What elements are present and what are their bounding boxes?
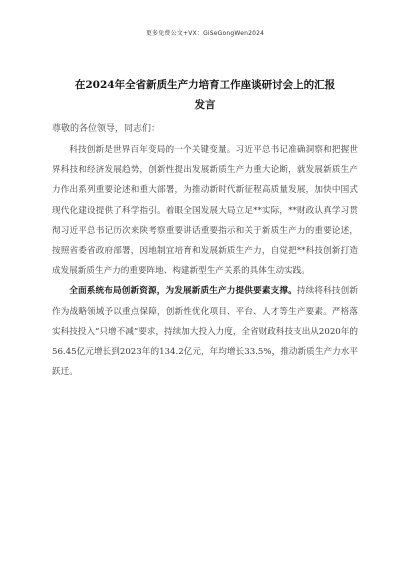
paragraph-2-text: 持续将科技创新作为战略领域予以重点保障，创新性优化项目、平台、人才等生产要素。严格落实科技投入“只增不减”要求，持续加大投入力度，全省财政科技支出从2020年的56.45亿元增长到2023年的134.2亿元，年均增长33.5%，推动新质生产力水平跃迁。 [52, 286, 358, 378]
paragraph-2-lead: 全面系统布局创新资源，为发展新质生产力提供要素支撑。 [69, 286, 297, 297]
paragraph-1 [52, 140, 358, 281]
header-note: 更多免费公文+VX：GiSeGongWen2024 [145, 30, 265, 37]
paragraph-2 [52, 281, 358, 382]
paragraph-1-text: 科技创新是世界百年变局的一个关键变量。习近平总书记准确洞察和把握世界科技和经济发展趋势，创新性提出发展新质生产力重大论断，就发展新质生产力作出系列重要论述和重大部署，为推动新时代新征程高质量发展，加快中国式现代化建设提供了科学指引。着眼全国发展大局立足**实际，**财政认真学习贯彻习近平总书记历次来陕考察重要讲话重要指示和关于新质生产力的重要论述，按照省委省政府部署，因地制宜培育和发展新质生产力，自觉把**科技创新打造成发展新质生产力的重要阵地、构建新型生产关系的具体生动实践。 [52, 145, 358, 277]
document-title: 在2024年全省新质生产力培育工作座谈研讨会上的汇报发言 [74, 79, 336, 111]
salutation: 尊敬的各位领导，同志们： [52, 124, 161, 134]
document-body [52, 140, 358, 382]
